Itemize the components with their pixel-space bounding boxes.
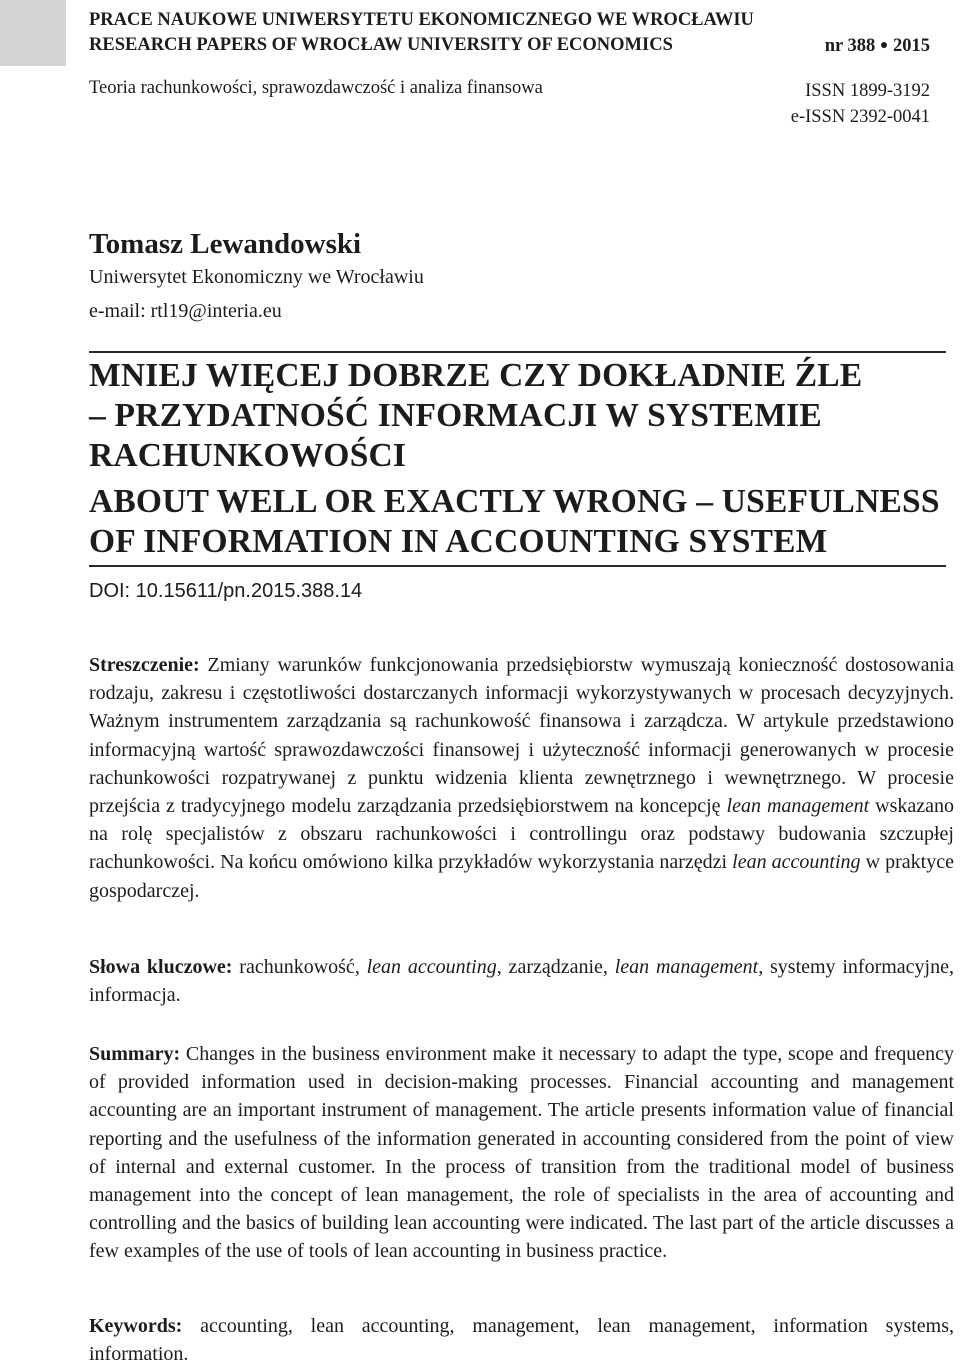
abstract-pl-italic: lean accounting [732,851,861,874]
abstract-en-label: Summary: [89,1043,181,1065]
keywords-pl-italic: lean management [614,956,759,978]
abstract-pl [89,651,954,905]
issn: ISSN 1899-3192 [805,81,930,101]
keywords-pl-text: , zarządzanie, [496,956,615,978]
title-pl-line: RACHUNKOWOŚCI [89,437,407,474]
keywords-en-label: Keywords: [89,1315,183,1337]
abstract-pl-text: w praktyce gospodarczej. [89,851,954,902]
abstract-pl-label: Streszczenie: [89,654,200,676]
title-pl-line: – PRZYDATNOŚĆ INFORMACJI W SYSTEMIE [89,397,822,434]
abstract-en-text: Changes in the business environment make it necessary to adapt the type, scope and frequency of provided information used in decision-making processes. Financial accounting and management accounting are an important instrument of management. The article presents information value of financial reporting and the usefulness of the information generated in accounting considered from the point of view of internal and external customer. In the process of transition from the traditional model of business management into the concept of lean management, the role of specialists in the area of accounting and controlling and the basics of building lean accounting were indicated. The last part of the article discusses a few examples of the use of tools of lean accounting in business practice. [89,1043,954,1263]
series-title: Teoria rachunkowości, sprawozdawczość i analiza finansowa [89,78,543,98]
issue-year: 2015 [893,36,930,56]
title-en-line: OF INFORMATION IN ACCOUNTING SYSTEM [89,523,828,560]
abstract-en [89,1040,954,1266]
keywords-pl-text: , systemy informacyjne, informacja. [89,956,954,1007]
keywords-pl [89,953,954,1009]
title-top-rule [89,351,946,353]
keywords-pl-text: rachunkowość, [232,956,367,978]
journal-name-en: RESEARCH PAPERS OF WROCŁAW UNIVERSITY OF ECONOMICS [89,35,673,55]
author-name: Tomasz Lewandowski [89,228,362,260]
doi: DOI: 10.15611/pn.2015.388.14 [89,580,363,602]
journal-name-pl: PRACE NAUKOWE UNIWERSYTETU EKONOMICZNEGO WE WROCŁAWIU [89,10,754,30]
title-bottom-rule [89,565,946,567]
title-en [89,482,946,562]
title-en-line: ABOUT WELL OR EXACTLY WRONG – USEFULNESS [89,483,940,520]
issn-block [791,78,930,130]
issue-info [825,33,930,59]
abstract-pl-text: Zmiany warunków funkcjonowania przedsiębiorstw wymuszają konieczność dostosowania rodzaju, zakresu i częstotliwości dostarczanych informacji wykorzystywanych w procesach decyzyjnych. Ważnym instrumentem zarządzania są rachunkowość finansowa i zarządcza. W artykule przedstawiono informacyjną wartość sprawozdawczości finansowej i użyteczność informacji generowanych w procesie rachunkowości rozpatrywanej z punktu widzenia klienta zewnętrznego i wewnętrznego. W procesie przejścia z tradycyjnego modelu zarządzania przedsiębiorstwem na koncepcję [89,654,954,818]
abstract-pl-text: wskazano na rolę specjalistów z obszaru rachunkowości i controllingu oraz podstawy budowania szczupłej rachunkowości. Na końcu omówiono kilka przykładów wykorzystania narzędzi [89,795,955,874]
keywords-en [89,1312,954,1368]
eissn: e-ISSN 2392-0041 [790,107,930,127]
author-email: e-mail: rtl19@interia.eu [89,300,282,322]
journal-name-en-row [89,33,930,59]
keywords-en-text: accounting, lean accounting, management, lean management, information systems, information. [89,1315,954,1366]
keywords-pl-label: Słowa kluczowe: [89,956,233,978]
keywords-pl-italic: lean accounting [366,956,497,978]
author-affiliation: Uniwersytet Ekonomiczny we Wrocławiu [89,266,424,288]
header-gray-block [0,0,66,66]
title-pl-line: MNIEJ WIĘCEJ DOBRZE CZY DOKŁADNIE ŹLE [89,357,863,394]
abstract-pl-italic: lean management [726,795,870,818]
journal-header [89,8,930,59]
issue-number: nr 388 [824,36,876,56]
title-pl [89,356,940,476]
bullet-icon: ● [879,38,889,53]
